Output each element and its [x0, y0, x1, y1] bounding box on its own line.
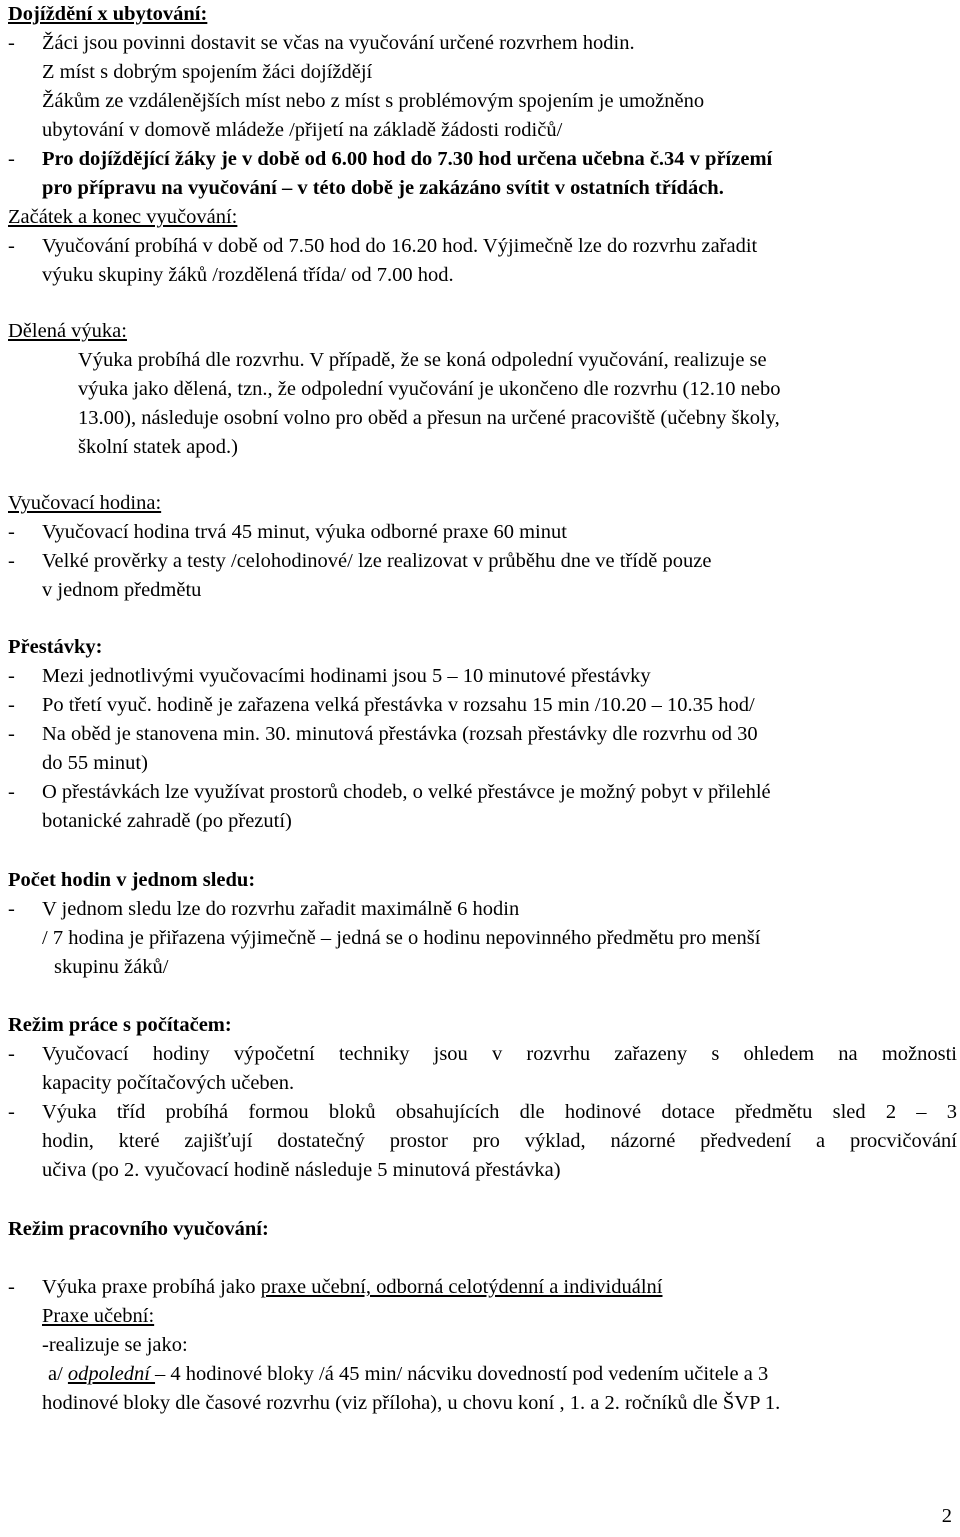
subheading-school-practice: Praxe učební:: [42, 1305, 155, 1327]
paragraph-line-bold: pro přípravu na vyučování – v této době je zakázáno svítit v ostatních třídách.: [42, 177, 724, 199]
paragraph-line: Na oběd je stanovena min. 30. minutová přestávka (rozsah přestávky dle rozvrhu od 30: [42, 723, 758, 745]
paragraph-line: Žákům ze vzdálenějších míst nebo z míst s problémovým spojením je umožněno: [42, 90, 705, 112]
paragraph-line: Vyučování probíhá v době od 7.50 hod do 16.20 hod. Výjimečně lze do rozvrhu zařadit: [42, 235, 758, 257]
paragraph-line: hodinové bloky dle časové rozvrhu (viz příloha), u chovu koní , 1. a 2. ročníků dle ŠVP 1.: [42, 1392, 781, 1414]
paragraph-line: Mezi jednotlivými vyučovacími hodinami jsou 5 – 10 minutové přestávky: [42, 665, 651, 687]
bullet-dash: -: [8, 235, 15, 257]
paragraph-line: botanické zahradě (po přezutí): [42, 810, 292, 832]
paragraph-line: výuka jako dělená, tzn., že odpolední vyučování je ukončeno dle rozvrhu (12.10 nebo: [78, 378, 781, 400]
underlined-phrase: praxe učební, odborná celotýdenní a individuální: [260, 1276, 663, 1298]
paragraph-line: Žáci jsou povinni dostavit se včas na vyučování určené rozvrhem hodin.: [42, 32, 635, 54]
paragraph-line: školní statek apod.): [78, 436, 238, 458]
paragraph-line: [42, 1273, 663, 1302]
paragraph-line: hodin, které zajišťují dostatečný prostor pro výklad, názorné předvedení a procvičování: [42, 1130, 957, 1152]
paragraph-line: -realizuje se jako:: [42, 1334, 188, 1356]
text-fragment: Výuka praxe probíhá jako: [42, 1276, 261, 1298]
paragraph-line: Výuka tříd probíhá formou bloků obsahujících dle hodinové dotace předmětu sled 2 – 3: [42, 1101, 957, 1123]
heading-hours-sequence: Počet hodin v jednom sledu:: [8, 869, 256, 891]
paragraph-line: Výuka probíhá dle rozvrhu. V případě, že se koná odpolední vyučování, realizuje se: [78, 349, 767, 371]
bullet-dash: -: [8, 521, 15, 543]
bullet-dash: -: [8, 550, 15, 572]
paragraph-line: O přestávkách lze využívat prostorů chodeb, o velké přestávce je možný pobyt v přilehlé: [42, 781, 771, 803]
bullet-dash: -: [8, 148, 15, 170]
bullet-dash: -: [8, 898, 15, 920]
bullet-dash: -: [8, 723, 15, 745]
bullet-dash: -: [8, 694, 15, 716]
heading-start-end: Začátek a konec vyučování:: [8, 206, 238, 228]
paragraph-line: kapacity počítačových učeben.: [42, 1072, 295, 1094]
underlined-italic-term: odpolední: [67, 1363, 156, 1385]
bullet-dash: -: [8, 665, 15, 687]
paragraph-line: Z míst s dobrým spojením žáci dojíždějí: [42, 61, 373, 83]
paragraph-line: [48, 1360, 768, 1389]
heading-breaks: Přestávky:: [8, 636, 103, 658]
paragraph-line: Po třetí vyuč. hodině je zařazena velká přestávka v rozsahu 15 min /10.20 – 10.35 hod/: [42, 694, 755, 716]
paragraph-line: Vyučovací hodina trvá 45 minut, výuka odborné praxe 60 minut: [42, 521, 567, 543]
bullet-dash: -: [8, 1043, 15, 1065]
heading-computer-work: Režim práce s počítačem:: [8, 1014, 232, 1036]
paragraph-line: V jednom sledu lze do rozvrhu zařadit maximálně 6 hodin: [42, 898, 520, 920]
heading-practical-training: Režim pracovního vyučování:: [8, 1218, 269, 1240]
paragraph-line-bold: Pro dojíždějící žáky je v době od 6.00 hod do 7.30 hod určena učebna č.34 v přízemí: [42, 148, 773, 170]
text-fragment: a/: [48, 1363, 68, 1385]
heading-lesson: Vyučovací hodina:: [8, 492, 162, 514]
paragraph-line: skupinu žáků/: [54, 956, 169, 978]
text-fragment: – 4 hodinové bloky /á 45 min/ nácviku dovedností pod vedením učitele a 3: [155, 1363, 769, 1385]
paragraph-line: výuku skupiny žáků /rozdělená třída/ od 7.00 hod.: [42, 264, 454, 286]
paragraph-line: 13.00), následuje osobní volno pro oběd a přesun na určené pracoviště (učebny školy,: [78, 407, 780, 429]
paragraph-line: učiva (po 2. vyučovací hodině následuje 5 minutová přestávka): [42, 1159, 561, 1181]
heading-commuting: Dojíždění x ubytování:: [8, 3, 208, 25]
heading-split-teaching: Dělená výuka:: [8, 320, 127, 342]
paragraph-line: Velké prověrky a testy /celohodinové/ lze realizovat v průběhu dne ve třídě pouze: [42, 550, 712, 572]
bullet-dash: -: [8, 32, 15, 54]
paragraph-line: do 55 minut): [42, 752, 148, 774]
page-number: 2: [941, 1505, 952, 1527]
paragraph-line: Vyučovací hodiny výpočetní techniky jsou v rozvrhu zařazeny s ohledem na možnosti: [42, 1043, 957, 1065]
bullet-dash: -: [8, 1276, 15, 1298]
bullet-dash: -: [8, 781, 15, 803]
paragraph-line: v jednom předmětu: [42, 579, 202, 601]
paragraph-line: ubytování v domově mládeže /přijetí na základě žádosti rodičů/: [42, 119, 563, 141]
bullet-dash: -: [8, 1101, 15, 1123]
paragraph-line: / 7 hodina je přiřazena výjimečně – jedná se o hodinu nepovinného předmětu pro menší: [42, 927, 761, 949]
